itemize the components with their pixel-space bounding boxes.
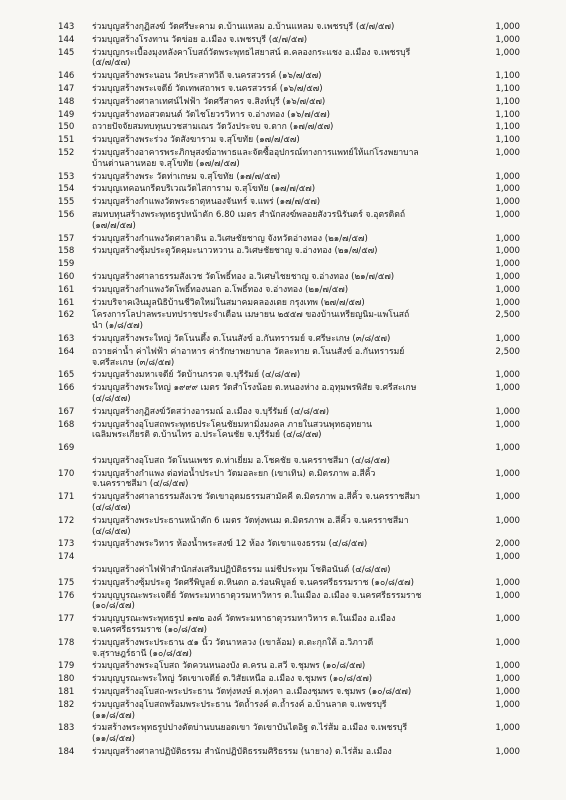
entry-number: 173	[58, 539, 75, 550]
entry-description: ร่วมบุญสร้างกำแพง ต่อท่อน้ำประปา วัดมอละยก (เขาเทิน) ต.มิตรภาพ อ.สีคิ้ว จ.นครราชสีมา (๔/๘/๕๗)	[92, 468, 376, 490]
ledger-row	[58, 443, 520, 454]
entry-description	[92, 552, 422, 563]
entry-number: 170	[58, 468, 75, 479]
entry-amount: 1,000	[495, 747, 520, 758]
entry-amount: 1,100	[495, 96, 520, 107]
entry-description: ร่วมบุญสร้างพระร่วง วัดสังฆาราม จ.สุโขทัย (๑๗/๗/๕๗)	[92, 135, 300, 146]
entry-number: 151	[58, 135, 75, 146]
entry-description: ร่วมบุญสร้างพระประธานหน้าตัก 6 เมตร วัดทุ่งพนม ต.มิตรภาพ อ.สีคิ้ว จ.นครราชสีมา (๔/๘/๕๗)	[92, 515, 409, 537]
entry-description: ร่วมบุญสร้างกำแพงวัดโพธิ์ทองนอก อ.โพธิ์ทอง จ.อ่างทอง (๒๑/๗/๕๗)	[92, 284, 349, 295]
entry-number: 176	[58, 590, 75, 601]
entry-description: ร่วมบุญสร้างศาลาธรรมสังเวช วัดเขาอุดมธรรมสามัคคี ต.มิตรภาพ อ.สีคิ้ว จ.นครราชสีมา (๔/๘/๕๗)	[92, 492, 421, 514]
entry-number: 145	[58, 47, 75, 58]
entry-description: ร่วมบุญสร้างค่าไฟฟ้าสำนักส่งเสริมปฏิบัติธรรม แม่ชีประทุม โชติอนันต์ (๔/๘/๕๗)	[92, 565, 391, 576]
entry-amount: 1,000	[495, 637, 520, 648]
entry-description: ถวายค่าน้ำ ค่าไฟฟ้า ค่าอาหาร ค่ารักษาพยาบาล วัดละทาย ต.โนนสังข์ อ.กันทรารมย์ จ.ศรีสะเกษ (๓/๘/๕๗)	[92, 346, 405, 368]
ledger-row	[58, 71, 520, 82]
entry-amount: 1,000	[495, 674, 520, 685]
entry-number: 154	[58, 184, 75, 195]
entry-amount: 1,000	[495, 687, 520, 698]
entry-number: 163	[58, 333, 75, 344]
entry-number: 149	[58, 109, 75, 120]
entry-description: ร่วมบุญสร้างพระ วัดท่าเกษม จ.สุโขทัย (๑๗/๗/๕๗)	[92, 171, 281, 182]
entry-amount: 1,000	[495, 197, 520, 208]
ledger-row	[58, 148, 520, 170]
entry-amount: 1,000	[495, 661, 520, 672]
entry-description: ร่วมบุญสร้างอุโบสถ วัดโนนเพชร ต.ท่าเยี่ยม อ.โชคชัย จ.นครราชสีมา (๔/๘/๕๗)	[92, 455, 390, 466]
entry-description: ร่วมบุญสร้างศาลาเทศน์ไฟฟ้า วัดศรีสาคร จ.สิงห์บุรี (๑๖/๗/๕๗)	[92, 96, 326, 107]
entry-description: ร่วมบริจาคเงินมูลนิธิบ้านชีวิตใหม่ในสมาคมคลองเตย กรุงเทพ (๒๗/๗/๕๗)	[92, 297, 365, 308]
entry-description: ร่วมบุญสร้างศาลาธรรมสังเวช วัดโพธิ์ทอง อ.วิเศษไชยชาญ จ.อ่างทอง (๒๑/๗/๕๗)	[92, 271, 395, 282]
entry-number: 182	[58, 699, 75, 710]
entry-description: ร่วมบุญสร้างพระใหญ่ วัดโนนดึ้ง ต.โนนสังข์ อ.กันทรารมย์ จ.ศรีษะเกษ (๓/๘/๕๗)	[92, 333, 391, 344]
entry-description: ร่วมบุญสร้างกำแพงวัดศาลาดิน อ.วิเศษชัยชาญ จังหวัดอ่างทอง (๒๑/๗/๕๗)	[92, 233, 368, 244]
donation-ledger	[58, 22, 520, 758]
entry-amount: 1,000	[495, 590, 520, 601]
entry-number: 183	[58, 723, 75, 734]
ledger-row	[58, 469, 520, 491]
entry-amount: 1,000	[495, 383, 520, 394]
entry-description	[92, 259, 422, 270]
entry-number: 160	[58, 271, 75, 282]
entry-description: ร่วมบุญกระเบื้องมุงหลังคาโบสถ์วัดพระพุทธไสยาสน์ ต.คลองกระแชง อ.เมือง จ.เพชรบุรี (๕/๗/๕๗)	[92, 47, 411, 69]
entry-number: 181	[58, 687, 75, 698]
entry-amount: 1,100	[495, 83, 520, 94]
ledger-row	[58, 334, 520, 345]
ledger-row	[58, 370, 520, 381]
entry-number: 158	[58, 246, 75, 257]
entry-number: 146	[58, 71, 75, 82]
entry-description: ร่วมบุญบูรณะพระเจดีย์ วัดพระมหาธาตุวรมหาวิหาร ต.ในเมือง อ.เมือง จ.นครศรีธรรมราช (๑๐/๘/๕๗)	[92, 590, 422, 612]
entry-description: ร่วมสร้างพระพุทธรูปปางตัดบ่านบนยอดเขา วัดเขาบันไดอิฐ ต.ไร่ส้ม อ.เมือง จ.เพชรบุรี (๑๑/๘/๕๗)	[92, 723, 408, 745]
ledger-row	[58, 310, 520, 332]
entry-amount: 1,000	[495, 614, 520, 625]
ledger-row	[58, 259, 520, 270]
entry-description: ร่วมบุญสร้างอุโบสถพระพุทธประโคนชัยมหามิ่งมงคล ภายในสวนพุทธอุทยานเฉลิมพระเกียรติ ต.บ้านไทร อ.ประโคนชัย จ.บุรีรัมย์ (๔/๘/๕๗)	[92, 419, 373, 441]
entry-description: ร่วมบุญบูรณะพระใหญ่ วัดเขาเจดีย์ ต.วิสัยเหนือ อ.เมือง จ.ชุมพร (๑๐/๘/๕๗)	[92, 674, 373, 685]
entry-amount: 1,000	[495, 406, 520, 417]
entry-description: สมทบทุนสร้างพระพุทธรูปหน้าตัก 6.80 เมตร สำนักสงฆ์พลอยสังวรนิรันดร์ จ.อุตรดิตถ์ (๑๗/๗/๕๗)	[92, 209, 406, 231]
entry-description: ร่วมบุญสร้างอุโบสถพร้อมพระประธาน วัดถ้ำรงค์ ต.ถ้ำรงค์ อ.บ้านลาด จ.เพชรบุรี (๑๑/๘/๕๗)	[92, 699, 387, 721]
ledger-row	[58, 210, 520, 232]
entry-amount: 1,000	[495, 699, 520, 710]
entry-amount: 1,000	[495, 209, 520, 220]
entry-amount: 1,100	[495, 135, 520, 146]
entry-amount: 1,000	[495, 34, 520, 45]
ledger-row	[58, 661, 520, 672]
entry-number: 171	[58, 492, 75, 503]
entry-number: 148	[58, 96, 75, 107]
ledger-row	[58, 591, 520, 613]
entry-amount: 1,000	[495, 233, 520, 244]
entry-number: 147	[58, 83, 75, 94]
entry-number: 164	[58, 346, 75, 357]
ledger-row	[58, 420, 520, 442]
entry-amount: 1,000	[495, 259, 520, 270]
entry-number: 174	[58, 552, 75, 563]
entry-description: ร่วมบุญสร้างศาลาปฏิบัติธรรม สำนักปฏิบัติธรรมศิริธรรม (นายาง) ต.ไร่ส้ม อ.เมือง	[92, 747, 392, 758]
entry-description: ร่วมบุญสร้างซุ้มประตู วัดศรีพิบูลย์ ต.หินตก อ.ร่อนพิบูลย์ จ.นครศรีธรรมราช (๑๐/๘/๕๗)	[92, 577, 414, 588]
ledger-row	[58, 552, 520, 563]
ledger-row	[58, 97, 520, 108]
entry-amount: 1,000	[495, 271, 520, 282]
ledger-row	[58, 700, 520, 722]
ledger-row	[58, 492, 520, 514]
ledger-row	[58, 723, 520, 745]
entry-number: 167	[58, 406, 75, 417]
ledger-row	[58, 407, 520, 418]
ledger-row	[58, 539, 520, 550]
ledger-row	[58, 234, 520, 245]
ledger-row	[58, 747, 520, 758]
entry-amount: 1,000	[495, 552, 520, 563]
entry-number: 155	[58, 197, 75, 208]
entry-amount: 1,100	[495, 122, 520, 133]
ledger-row	[58, 565, 520, 576]
ledger-row	[58, 285, 520, 296]
ledger-row	[58, 35, 520, 46]
ledger-row	[58, 298, 520, 309]
entry-amount: 1,000	[495, 47, 520, 58]
entry-number: 177	[58, 614, 75, 625]
entry-description: ร่วมบุญสร้างพระประธาน ๕๑ นิ้ว วัดนาหลวง (เขาล้อม) ต.ตะกุกใต้ อ.วิภาวดี จ.สุราษฎร์ธานี (๑๐/๘/๕๗)	[92, 637, 374, 659]
ledger-row	[58, 197, 520, 208]
ledger-row	[58, 456, 520, 467]
ledger-row	[58, 110, 520, 121]
entry-amount: 1,000	[495, 297, 520, 308]
entry-amount: 1,000	[495, 184, 520, 195]
entry-description: ร่วมบุญสร้างอุโบสถ-พระประธาน วัดทุ่งหงษ์ ต.ทุ่งคา อ.เมืองชุมพร จ.ชุมพร (๑๐/๘/๕๗)	[92, 687, 412, 698]
entry-amount: 1,000	[495, 370, 520, 381]
entry-amount: 1,000	[495, 147, 520, 158]
entry-number: 157	[58, 233, 75, 244]
entry-number: 162	[58, 310, 75, 321]
entry-number: 144	[58, 34, 75, 45]
entry-amount: 1,000	[495, 515, 520, 526]
ledger-row	[58, 272, 520, 283]
entry-amount: 1,000	[495, 171, 520, 182]
entry-number: 166	[58, 383, 75, 394]
entry-description: ร่วมบุญสร้างกุฏิสงฆ์วัดสว่างอารมณ์ อ.เมือง จ.บุรีรัมย์ (๔/๘/๕๗)	[92, 406, 330, 417]
ledger-row	[58, 246, 520, 257]
ledger-row	[58, 135, 520, 146]
entry-description: โครงการโลปาลพระบทปราชประจำเดือน เมษายน ๒๕๕๗ ของบ้านเหรียญนิม-แพโนสถ์ นำ (๑/๘/๕๗)	[92, 310, 410, 332]
entry-description: ร่วมบุญสร้างพระอุโบสถ วัดควนหนองบัง ต.ครน อ.สวี จ.ชุมพร (๑๐/๘/๕๗)	[92, 661, 366, 672]
entry-description: ร่วมบุญสร้างมหาเจดีย์ วัดบ้านกรวด จ.บุรีรัมย์ (๔/๘/๕๗)	[92, 370, 301, 381]
entry-amount: 1,000	[495, 577, 520, 588]
entry-number: 184	[58, 747, 75, 758]
entry-number: 156	[58, 209, 75, 220]
entry-description: ร่วมบุญสร้างพระใหญ่ ๑๙๙๙ เมตร วัดสำโรงน้อย ต.หนองห่าง อ.อุทุมพรพิสัย จ.ศรีสะเกษ (๔/๘/๕๗)	[92, 383, 417, 404]
entry-description: ร่วมบุญบูรณะพระพุทธรูป ๑๗๒ องค์ วัดพระมหาธาตุวรมหาวิหาร ต.ในเมือง อ.เมือง จ.นครศรีธรรมราช (๑๐/๘/๕๗)	[92, 614, 396, 636]
entry-amount: 1,100	[495, 71, 520, 82]
entry-description: ร่วมบุญสร้างพระวิหาร ห้องน้ำพระสงฆ์ 12 ห้อง วัดเขาแจงธรรม (๔/๘/๕๗)	[92, 539, 368, 550]
entry-description: ร่วมบุญสร้างพระนอน วัดประสาทวิถี จ.นครสวรรค์ (๑๖/๗/๕๗)	[92, 71, 322, 82]
entry-number: 161	[58, 297, 75, 308]
ledger-row	[58, 383, 520, 405]
entry-number: 150	[58, 122, 75, 133]
entry-number: 169	[58, 443, 75, 454]
entry-number: 161	[58, 284, 75, 295]
entry-number: 153	[58, 171, 75, 182]
entry-number: 165	[58, 370, 75, 381]
entry-description: ร่วมบุญสร้างกำแพงวัดพระธาตุหนองจันทร์ จ.แพร่ (๑๗/๗/๕๗)	[92, 197, 321, 208]
entry-description: ถวายปัจจัยสมทบทุนบวชสามเณร วัดวังประจบ จ.ตาก (๑๗/๗/๕๗)	[92, 122, 334, 133]
entry-description: ร่วมบุญสร้างหอสวดมนต์ วัดไชโยวรวิหาร จ.อ่างทอง (๑๖/๗/๕๗)	[92, 109, 330, 120]
entry-amount: 1,000	[495, 22, 520, 32]
entry-description: ร่วมบุญสร้างกุฏิสงฆ์ วัดศรีษะคาม ต.บ้านแหลม อ.บ้านแหลม จ.เพชรบุรี (๕/๗/๕๗)	[92, 22, 395, 32]
entry-number: 168	[58, 419, 75, 430]
ledger-row	[58, 578, 520, 589]
ledger-row	[58, 22, 520, 33]
entry-amount: 1,000	[495, 443, 520, 454]
entry-number: 143	[58, 22, 75, 32]
ledger-row	[58, 347, 520, 369]
entry-number: 179	[58, 661, 75, 672]
ledger-row	[58, 184, 520, 195]
entry-description: ร่วมบุญสร้างพระเจดีย์ วัดเทพสถาพร จ.นครสวรรค์ (๑๖/๗/๕๗)	[92, 83, 323, 94]
entry-amount: 1,000	[495, 284, 520, 295]
ledger-row	[58, 172, 520, 183]
ledger-row	[58, 674, 520, 685]
ledger-row	[58, 638, 520, 660]
entry-amount: 2,000	[495, 539, 520, 550]
entry-description: ร่วมบุญสร้างอาคารพระภิกษุสงฆ์อาพาธและจัดซื้ออุปกรณ์ทางการแพทย์ให้แก่โรงพยาบาลบ้านด่านลานหอย จ.สุโขทัย (๑๗/๗/๕๗)	[92, 147, 419, 169]
entry-number: 159	[58, 259, 75, 270]
entry-description: ร่วมบุญเทคอนกรีตบริเวณวัดไสการาม จ.สุโขทัย (๑๗/๗/๕๗)	[92, 184, 316, 195]
entry-amount: 1,000	[495, 246, 520, 257]
entry-number: 152	[58, 147, 75, 158]
entry-amount: 2,500	[495, 310, 520, 321]
entry-description: ร่วมบุญสร้างโรงทาน วัดข่อย อ.เมือง จ.เพชรบุรี (๕/๗/๕๗)	[92, 34, 308, 45]
ledger-row	[58, 687, 520, 698]
entry-number: 172	[58, 515, 75, 526]
ledger-row	[58, 614, 520, 636]
entry-description: ร่วมบุญสร้างซุ้มประตูวัดคุมะนาวหวาน อ.วิเศษชัยชาญ จ.อ่างทอง (๒๑/๗/๕๗)	[92, 246, 378, 257]
entry-number: 178	[58, 637, 75, 648]
ledger-row	[58, 122, 520, 133]
entry-amount: 1,000	[495, 468, 520, 479]
ledger-row	[58, 516, 520, 538]
entry-amount: 1,000	[495, 419, 520, 430]
entry-amount: 1,000	[495, 333, 520, 344]
entry-number: 180	[58, 674, 75, 685]
entry-amount: 1,000	[495, 723, 520, 734]
entry-description	[92, 443, 422, 454]
entry-number: 175	[58, 577, 75, 588]
entry-amount: 2,500	[495, 346, 520, 357]
ledger-row	[58, 84, 520, 95]
entry-amount: 1,100	[495, 109, 520, 120]
entry-amount: 1,000	[495, 492, 520, 503]
ledger-row	[58, 48, 520, 70]
